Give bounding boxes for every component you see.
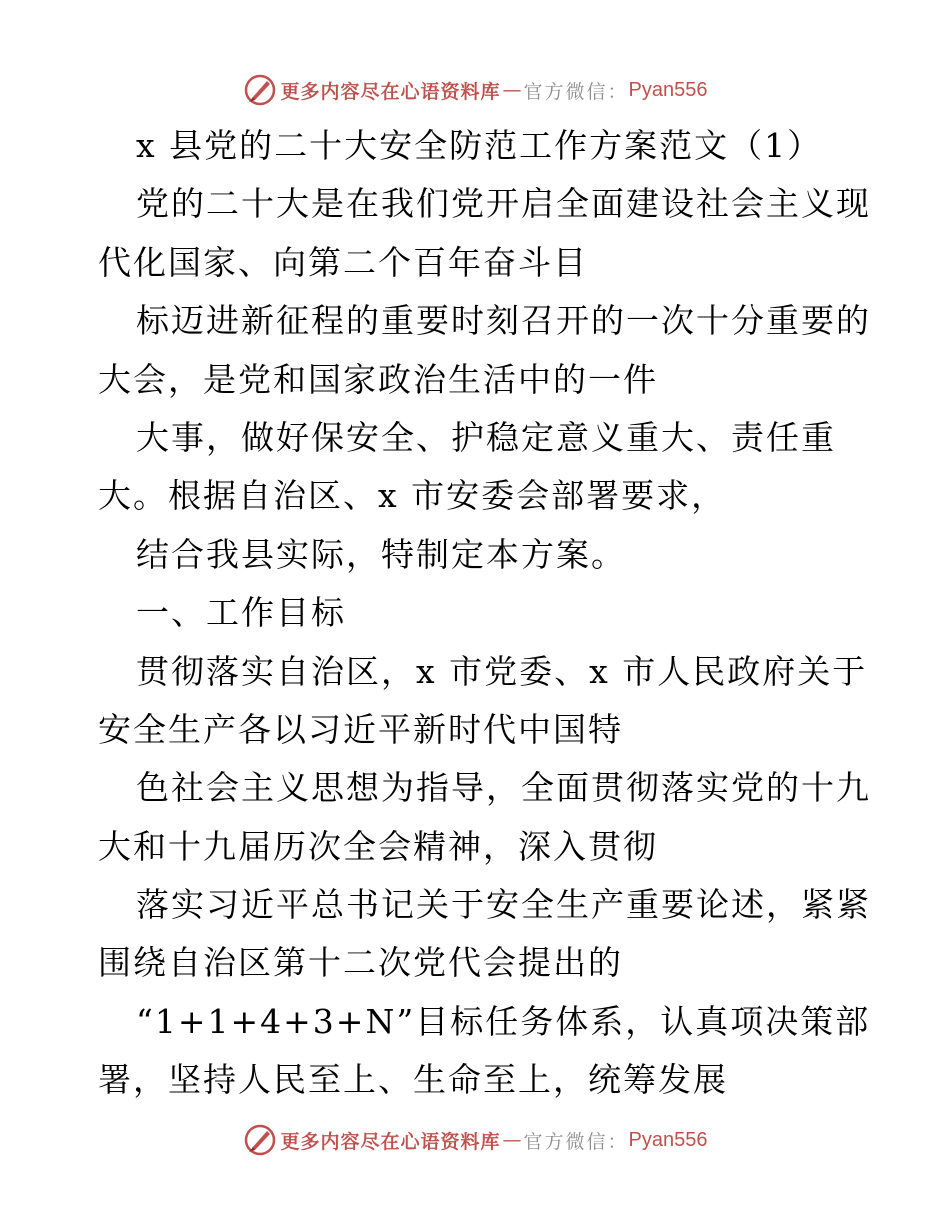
watermark-dash: — [502, 79, 522, 101]
watermark-site-text: 更多内容尽在心语资料库 [280, 80, 501, 103]
paragraph-line: “1+1+4+3+N”目标任务体系，认真项决策部 [136, 1001, 871, 1041]
paragraph-line: 署，坚持人民至上、生命至上，统筹发展 [98, 1060, 728, 1100]
quill-pen-logo-icon [243, 73, 277, 107]
section-heading: 一、工作目标 [136, 593, 346, 633]
watermark-site-text: 更多内容尽在心语资料库 [280, 1130, 501, 1153]
document-body [98, 117, 871, 1110]
watermark-wechat-id: Pyan556 [628, 78, 708, 101]
paragraph-line: 标迈进新征程的重要时刻召开的一次十分重要的 [136, 301, 871, 341]
footer-watermark [0, 1120, 950, 1160]
paragraph-line: 色社会主义思想为指导，全面贯彻落实党的十九 [136, 768, 871, 808]
paragraph-line: 大。根据自治区、x 市安委会部署要求， [98, 476, 727, 516]
paragraph-line: 贯彻落实自治区，x 市党委、x 市人民政府关于 [136, 651, 868, 691]
paragraph-line: 落实习近平总书记关于安全生产重要论述，紧紧 [136, 885, 871, 925]
watermark-wechat-id: Pyan556 [628, 1128, 708, 1151]
paragraph-line: 代化国家、向第二个百年奋斗目 [98, 242, 588, 282]
paragraph-line: 围绕自治区第十二次党代会提出的 [98, 943, 623, 983]
paragraph-line: 大和十九届历次全会精神，深入贯彻 [98, 826, 658, 866]
watermark-label: 官方微信： [523, 80, 629, 103]
watermark-dash: — [502, 1129, 522, 1151]
document-title: x 县党的二十大安全防范工作方案范文（1） [136, 126, 823, 165]
paragraph-line: 大会，是党和国家政治生活中的一件 [98, 359, 658, 399]
paragraph-line: 大事，做好保安全、护稳定意义重大、责任重 [136, 417, 836, 457]
quill-pen-logo-icon [243, 1123, 277, 1157]
paragraph-line: 结合我县实际，特制定本方案。 [136, 534, 626, 574]
paragraph-line: 党的二十大是在我们党开启全面建设社会主义现 [136, 184, 871, 224]
header-watermark [0, 70, 950, 110]
watermark-label: 官方微信： [523, 1130, 629, 1153]
paragraph-line: 安全生产各以习近平新时代中国特 [98, 709, 623, 749]
